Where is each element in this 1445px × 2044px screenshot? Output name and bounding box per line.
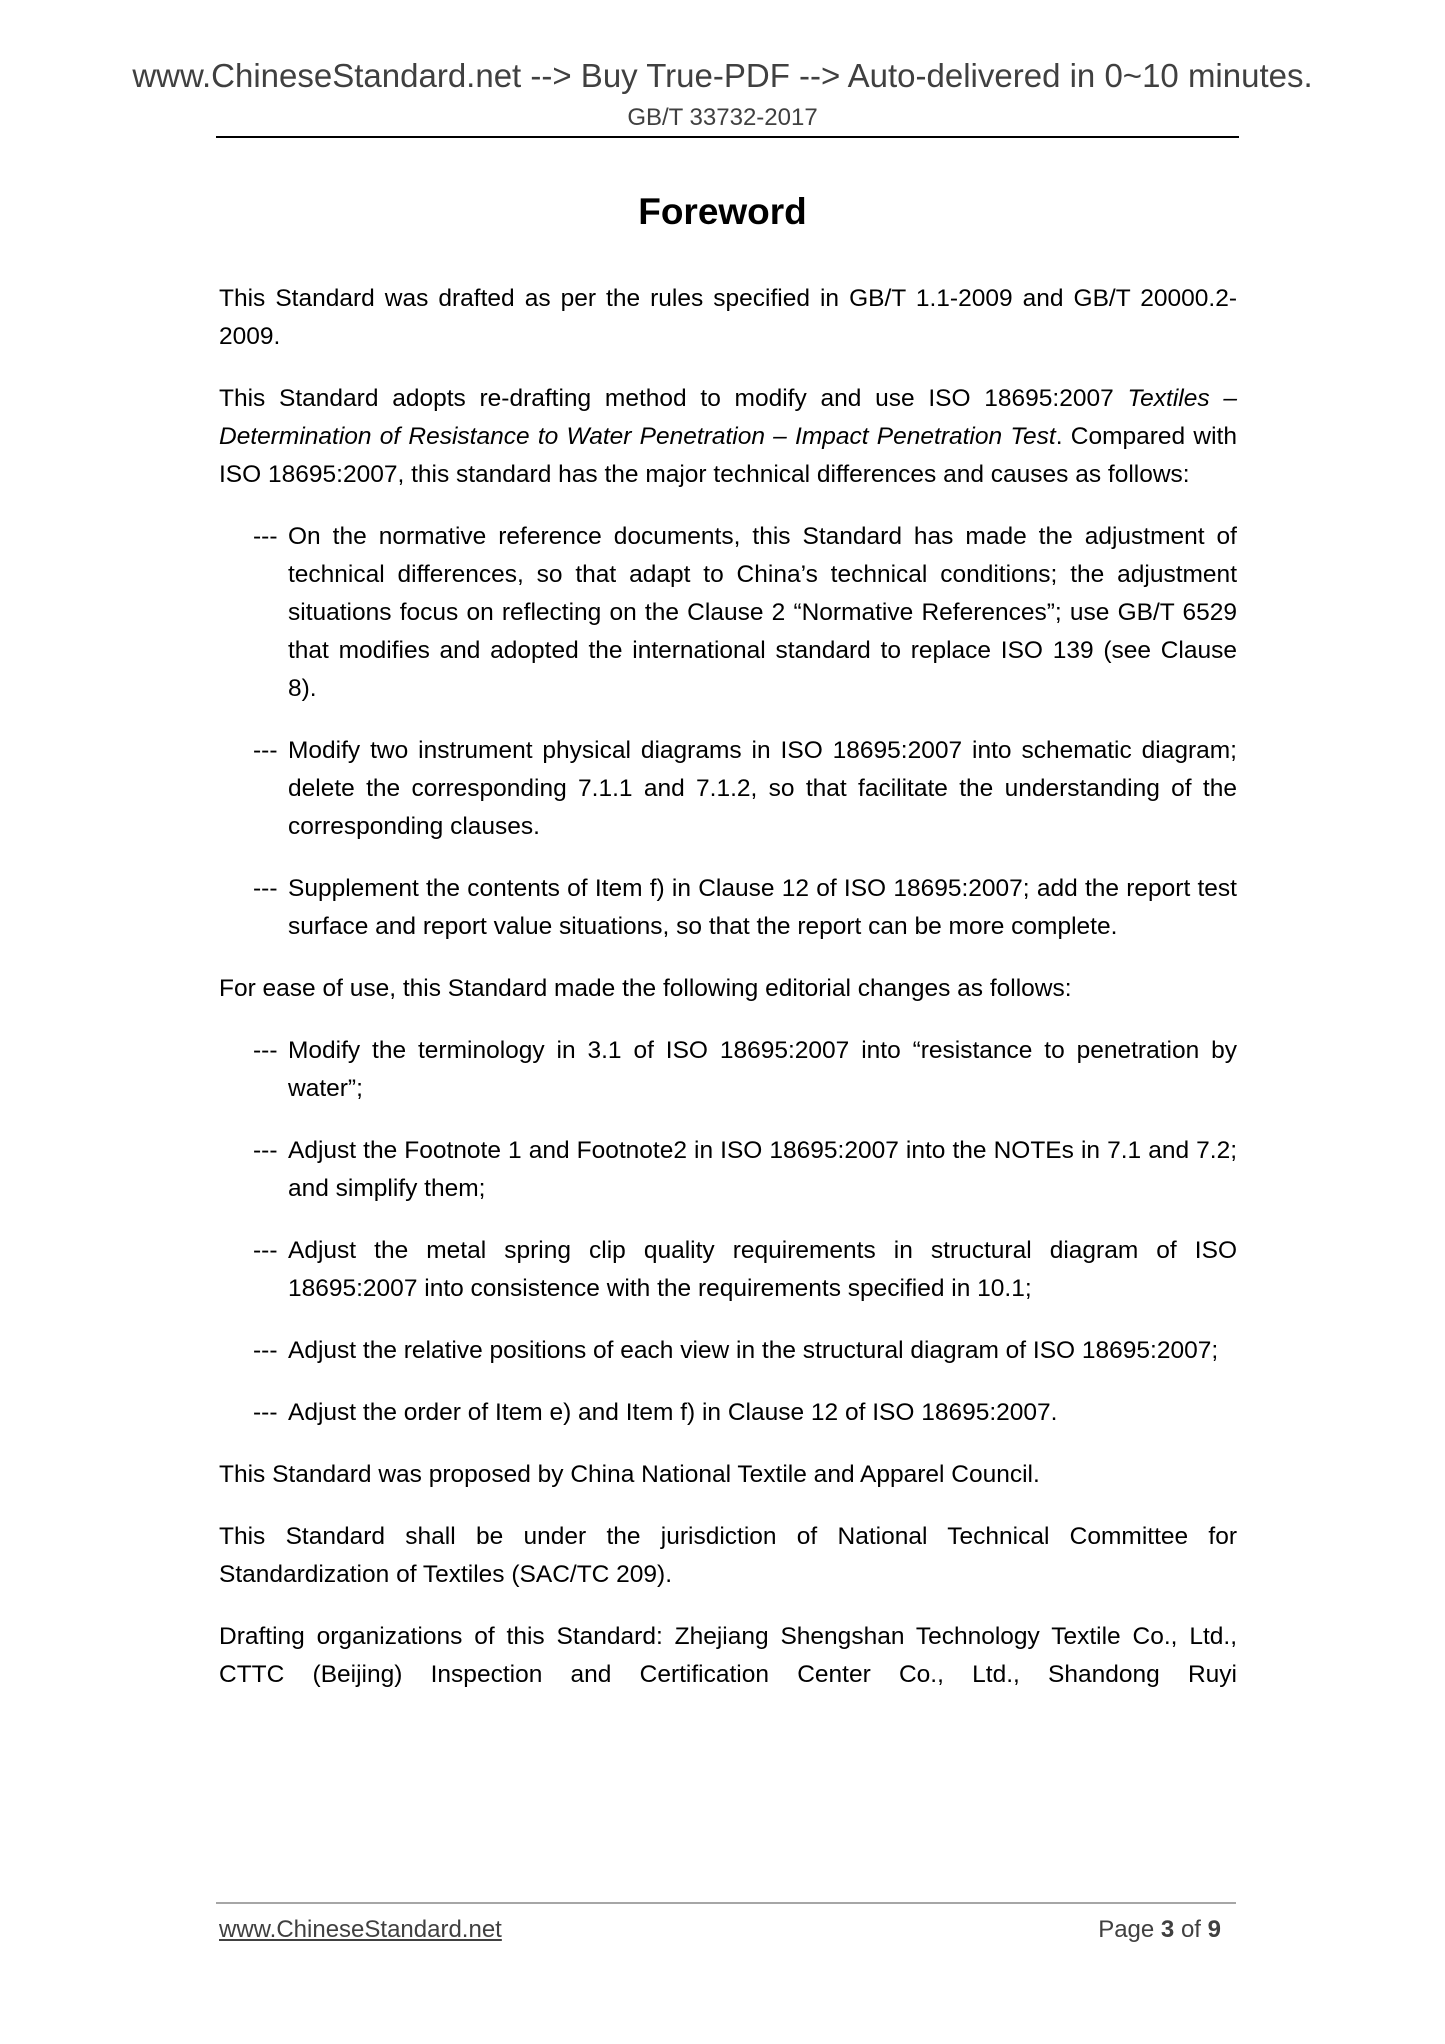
list-item-text: Adjust the relative positions of each view in the structural diagram of ISO 18695:2007; <box>288 1337 1219 1364</box>
header-divider <box>216 136 1239 138</box>
footer-divider <box>216 1902 1236 1904</box>
paragraph-drafting-organizations: Drafting organizations of this Standard: Zhejiang Shengshan Technology Textile Co., Ltd., CTTC (Beijing) Inspection and Certification Center Co., Ltd., Shandong Ruyi <box>219 1623 1237 1688</box>
paragraph-editorial-intro: For ease of use, this Standard made the following editorial changes as follows: <box>219 975 1072 1002</box>
paragraph-drafting-rules: This Standard was drafted as per the rules specified in GB/T 1.1-2009 and GB/T 20000.2-2009. <box>219 285 1237 350</box>
list-item-text: Modify the terminology in 3.1 of ISO 18695:2007 into “resistance to penetration by water”; <box>288 1037 1237 1102</box>
standard-id: GB/T 33732-2017 <box>627 104 818 131</box>
paragraph-jurisdiction: This Standard shall be under the jurisdiction of National Technical Committee for Standardization of Textiles (SAC/TC 209). <box>219 1523 1237 1588</box>
iso-title: Textiles – Determination of Resistance to Water Penetration – Impact Penetration Test <box>219 385 1237 450</box>
bullet-dash: --- <box>253 1237 278 1264</box>
page-of: of <box>1180 1916 1201 1943</box>
bullet-dash: --- <box>253 1337 278 1364</box>
list-item-text: Modify two instrument physical diagrams in ISO 18695:2007 into schematic diagram; delete the corresponding 7.1.1 and 7.1.2, so that facilitate the understanding of the corresponding clauses. <box>288 737 1237 840</box>
paragraph-adoption <box>219 380 1237 494</box>
list-item-text: Adjust the Footnote 1 and Footnote2 in ISO 18695:2007 into the NOTEs in 7.1 and 7.2; and simplify them; <box>288 1137 1237 1202</box>
page-total: 9 <box>1207 1916 1221 1943</box>
list-item-technical-difference <box>219 870 1237 946</box>
bullet-dash: --- <box>253 1137 278 1164</box>
page-title: Foreword <box>638 191 807 232</box>
list-item-text: Adjust the order of Item e) and Item f) in Clause 12 of ISO 18695:2007. <box>288 1399 1058 1426</box>
adoption-text-post: . Compared with ISO 18695:2007, this standard has the major technical differences and causes as follows: <box>219 423 1237 488</box>
website-link[interactable]: www.ChineseStandard.net <box>219 1916 502 1943</box>
bullet-dash: --- <box>253 1037 278 1064</box>
list-item-technical-difference <box>219 518 1237 708</box>
list-item-editorial-change <box>219 1032 1237 1108</box>
document-body <box>219 280 1237 1718</box>
bullet-dash: --- <box>253 737 278 764</box>
list-item-editorial-change <box>219 1394 1237 1432</box>
page-indicator <box>1098 1915 1221 1945</box>
list-item-editorial-change <box>219 1332 1237 1370</box>
header-banner: www.ChineseStandard.net --> Buy True-PDF --> Auto-delivered in 0~10 minutes. <box>132 57 1313 94</box>
list-item-text: Adjust the metal spring clip quality requirements in structural diagram of ISO 18695:2007 into consistence with the requirements specified in 10.1; <box>288 1237 1237 1302</box>
bullet-dash: --- <box>253 875 278 902</box>
list-item-text: Supplement the contents of Item f) in Clause 12 of ISO 18695:2007; add the report test surface and report value situations, so that the report can be more complete. <box>288 875 1237 940</box>
page-current: 3 <box>1160 1916 1175 1943</box>
list-item-technical-difference <box>219 732 1237 846</box>
adoption-text-pre: This Standard adopts re-drafting method to modify and use ISO 18695:2007 <box>219 385 1128 412</box>
list-item-editorial-change <box>219 1232 1237 1308</box>
list-item-editorial-change <box>219 1132 1237 1208</box>
bullet-dash: --- <box>253 1399 278 1426</box>
list-item-text: On the normative reference documents, this Standard has made the adjustment of technical differences, so that adapt to China’s technical conditions; the adjustment situations focus on reflecting on the Clause 2 “Normative References”; use GB/T 6529 that modifies and adopted the international standard to replace ISO 139 (see Clause 8). <box>288 523 1237 702</box>
paragraph-proposed-by: This Standard was proposed by China National Textile and Apparel Council. <box>219 1461 1040 1488</box>
bullet-dash: --- <box>253 523 278 550</box>
page-label: Page <box>1098 1916 1155 1943</box>
